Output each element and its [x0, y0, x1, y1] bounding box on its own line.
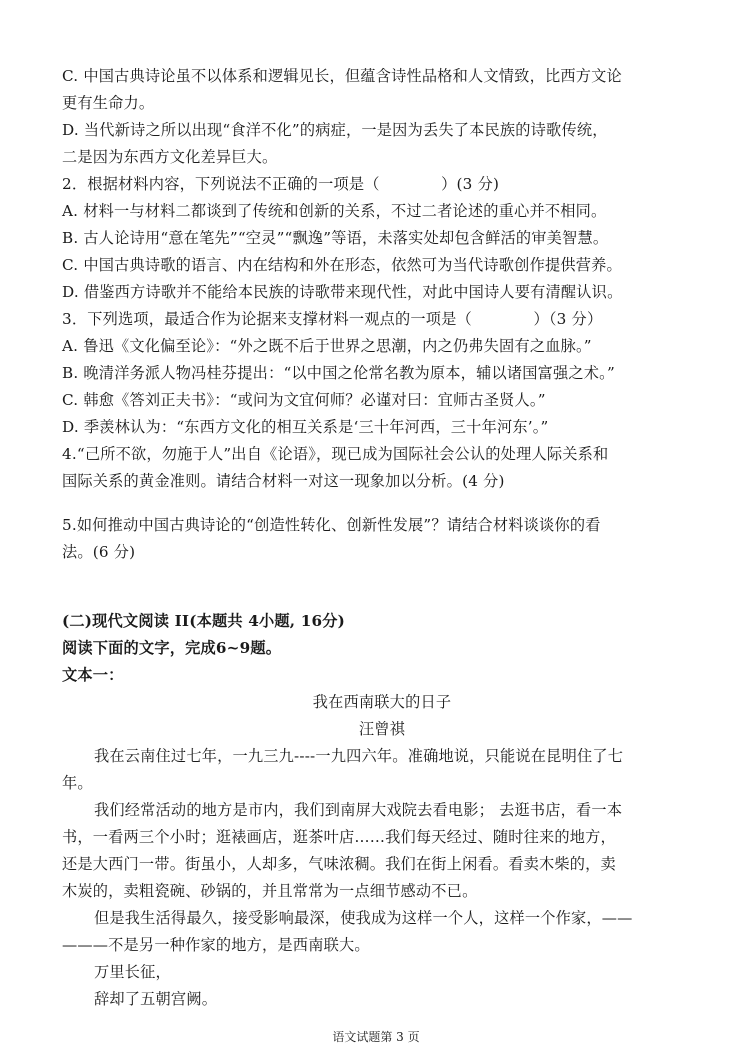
text-line: D. 借鉴西方诗歌并不能给本民族的诗歌带来现代性，对此中国诗人要有清醒认识。	[62, 283, 623, 301]
paragraph-line: 书，一看两三个小时；逛裱画店，逛茶叶店……我们每天经过、随时往来的地方，	[62, 828, 616, 846]
text-line: A. 鲁迅《文化偏至论》：“外之既不后于世界之思潮，内之仍弗失固有之血脉。”	[62, 337, 592, 355]
text-line: C. 韩愈《答刘正夫书》：“或问为文宜何师？必谨对曰：宜师古圣贤人。”	[62, 391, 546, 409]
text-line: B. 晚清洋务派人物冯桂芬提出：“以中国之伦常名教为原本，辅以诸国富强之术。”	[62, 364, 615, 382]
text-line: 5.如何推动中国古典诗论的“创造性转化、创新性发展”？请结合材料谈谈你的看	[62, 516, 601, 534]
paragraph-line: 还是大西门一带。街虽小，人却多，气味浓稠。我们在街上闲看。看卖木柴的，卖	[62, 855, 616, 873]
text-line: 更有生命力。	[62, 94, 155, 112]
paragraph-line: 我在云南住过七年，一九三九----一九四六年。准确地说，只能说在昆明住了七	[94, 747, 624, 765]
text-line: 3．下列选项，最适合作为论据来支撑材料一观点的一项是（ ）（3 分）	[62, 310, 603, 328]
section-instruction: 阅读下面的文字，完成6~9题。	[62, 639, 282, 657]
paragraph-line: 年。	[62, 774, 93, 792]
text-line: C. 中国古典诗论虽不以体系和逻辑见长，但蕴含诗性品格和人文情致，比西方文论	[62, 67, 622, 85]
text-line: 2．根据材料内容，下列说法不正确的一项是（ ）(3 分)	[62, 175, 500, 193]
text-line: 二是因为东西方文化差异巨大。	[62, 148, 278, 166]
paragraph-line: 木炭的，卖粗瓷碗、砂锅的，并且常常为一点细节感动不已。	[62, 882, 478, 900]
question-block-1	[62, 63, 702, 495]
poem-line: 万里长征，	[94, 963, 171, 981]
reading-section	[62, 608, 702, 1013]
page-footer: 语文试题第 3 页	[332, 1030, 420, 1044]
question-block-5	[62, 512, 702, 566]
text-line: D. 季羡林认为：“东西方文化的相互关系是‘三十年河西，三十年河东’。”	[62, 418, 549, 436]
text-line: 国际关系的黄金准则。请结合材料一对这一现象加以分析。(4 分)	[62, 472, 505, 490]
text-line: 4.“己所不欲，勿施于人”出自《论语》，现已成为国际社会公认的处理人际关系和	[62, 445, 609, 463]
text-line: B. 古人论诗用“意在笔先”“空灵”“飘逸”等语，未落实处却包含鲜活的审美智慧。	[62, 229, 609, 247]
section-heading: (二)现代文阅读 II(本题共 4小题, 16分)	[62, 612, 346, 630]
paragraph-line: 但是我生活得最久，接受影响最深，使我成为这样一个人，这样一个作家，——	[94, 909, 633, 927]
paragraph-line: ———不是另一种作家的地方，是西南联大。	[62, 936, 370, 954]
poem-line: 辞却了五朝宫阙。	[94, 990, 218, 1008]
article-title: 我在西南联大的日子	[312, 693, 452, 711]
text-line: D. 当代新诗之所以出现“食洋不化”的病症，一是因为丢失了本民族的诗歌传统，	[62, 121, 608, 139]
paragraph-line: 我们经常活动的地方是市内，我们到南屏大戏院去看电影； 去逛书店，看一本	[94, 801, 623, 819]
text-line: 法。(6 分)	[62, 543, 136, 561]
text-line: A. 材料一与材料二都谈到了传统和创新的关系，不过二者论述的重心并不相同。	[62, 202, 607, 220]
article-author: 汪曾祺	[358, 720, 406, 738]
text-line: C. 中国古典诗歌的语言、内在结构和外在形态，依然可为当代诗歌创作提供营养。	[62, 256, 622, 274]
text-label: 文本一：	[62, 666, 124, 684]
